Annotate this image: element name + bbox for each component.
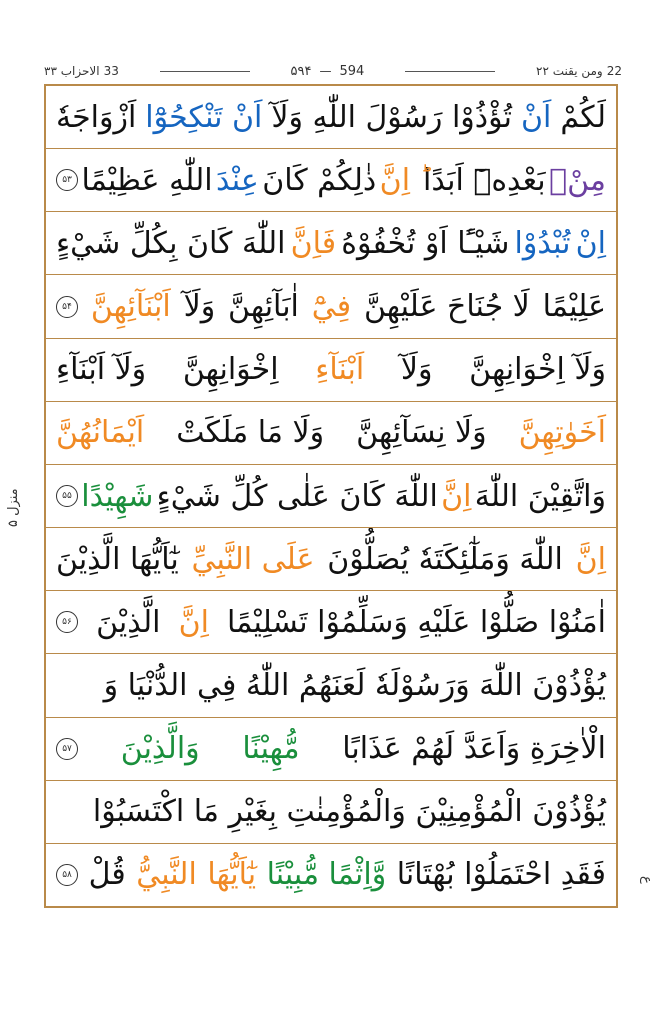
- verse-segment: وَلَآ اِخْوَانِهِنَّ: [469, 352, 606, 388]
- verse-segment: وَلَا مَا مَلَكَتْ: [176, 415, 325, 451]
- verse-segment: اللّٰهَ وَمَلٰٓئِكَتَهٗ يُصَلُّوْنَ: [327, 541, 563, 577]
- verse-line: [46, 465, 616, 528]
- verse-line: [46, 528, 616, 591]
- surah-name: ۳۳ الاحزاب: [44, 64, 100, 78]
- verse-segment: يٰٓاَيُّهَا: [207, 857, 257, 893]
- header-rule-left: [160, 71, 250, 72]
- verse-line: [46, 275, 616, 338]
- page-number-separator: —: [319, 64, 332, 78]
- manzil-marker: منزل ۵: [6, 488, 21, 528]
- verse-segment: اِنْ: [575, 225, 606, 261]
- verse-line: [46, 654, 616, 717]
- verse-segment: اٰمَنُوْا صَلُّوْا عَلَيْهِ وَسَلِّمُوْا تَسْلِيْمًا: [227, 604, 606, 640]
- verse-line: [46, 402, 616, 465]
- verse-segment: النَّبِيُّ: [136, 857, 197, 893]
- page-number-arabic: ۵۹۴: [290, 63, 312, 79]
- page-header: [44, 60, 622, 82]
- verse-line: [46, 339, 616, 402]
- verse-segment: ؕ اِنَّ: [379, 162, 420, 198]
- page-number: 594: [339, 63, 365, 79]
- verse-segment: اللّٰهِ عَظِيْمًا: [81, 162, 213, 198]
- verse-segment: اَبْنَآئِهِنَّ: [90, 289, 171, 325]
- verse-line: [46, 86, 616, 149]
- verse-segment: الَّذِيْنَ: [96, 604, 161, 640]
- verse-segment: اَنْ تَنْكِحُوْٓا: [145, 99, 263, 135]
- verse-segment: اٰبَآئِهِنَّ: [228, 289, 299, 325]
- ayah-end-marker: ۵۸: [56, 864, 78, 886]
- para-name: ومن يقنت ۲۲: [536, 64, 603, 78]
- verse-segment: اِنَّ: [575, 541, 606, 577]
- verse-segment: وَلَا نِسَآئِهِنَّ: [356, 415, 487, 451]
- ayah-end-marker: ۵۶: [56, 611, 78, 633]
- verse-segment: شَيْـًٔا اَوْ تُخْفُوْهُ: [341, 225, 510, 261]
- verse-segment: فَقَدِ احْتَمَلُوْا بُهْتَانًا: [396, 857, 606, 893]
- verse-segment: اللّٰهَ كَانَ عَلٰى كُلِّ شَيْءٍ: [156, 478, 438, 514]
- verse-segment: يُؤْذُوْنَ الْمُؤْمِنِيْنَ وَالْمُؤْمِنٰتِ بِغَيْرِ مَا اكْتَسَبُوْا: [92, 794, 606, 830]
- verse-line: [46, 844, 616, 906]
- verse-line: [46, 212, 616, 275]
- verse-segment: وَالَّذِيْنَ: [120, 731, 200, 767]
- verse-segment: وَاتَّقِيْنَ اللّٰهَ: [474, 478, 606, 514]
- verse-segment: ذٰلِكُمْ كَانَ: [262, 162, 377, 198]
- quran-page-frame: [44, 84, 618, 908]
- verse-segment: فَاِنَّ: [290, 225, 337, 261]
- verse-segment: اَخَوٰتِهِنَّ: [518, 415, 606, 451]
- verse-segment: مِنْۢ: [549, 162, 606, 198]
- verse-segment: اِنَّ: [178, 604, 209, 640]
- text-lines: [46, 86, 616, 906]
- verse-segment: وَلَآ: [400, 352, 433, 388]
- verse-segment: تُبْدُوْا: [514, 225, 571, 261]
- verse-segment: اَيْمَانُهُنَّ: [56, 415, 145, 451]
- verse-segment: وَّاِثْمًا مُّبِيْنًا: [266, 857, 387, 893]
- surah-number: 33: [103, 64, 119, 78]
- ayah-end-marker: ۵۵: [56, 485, 78, 507]
- verse-segment: تُؤْذُوْا رَسُوْلَ اللّٰهِ وَلَآ: [271, 99, 512, 135]
- verse-segment: لَكُمْ: [560, 99, 606, 135]
- verse-segment: عَلِيْمًا: [542, 289, 606, 325]
- ruku-marker: ع: [639, 876, 654, 884]
- verse-segment: اَبْنَآءِ: [315, 352, 365, 388]
- ayah-end-marker: ۵۷: [56, 738, 78, 760]
- verse-segment: بَعْدِهٖٓ اَبَدًا: [423, 162, 546, 198]
- verse-segment: اِخْوَانِهِنَّ: [182, 352, 279, 388]
- surah-info: [44, 64, 119, 78]
- verse-line: [46, 781, 616, 844]
- verse-segment: اَزْوَاجَهٗ: [56, 99, 137, 135]
- verse-segment: فِيْٓ: [311, 289, 352, 325]
- page-number-block: [291, 64, 365, 79]
- verse-segment: الْاٰخِرَةِ وَاَعَدَّ لَهُمْ عَذَابًا: [342, 731, 606, 767]
- verse-segment: قُلْ: [88, 857, 126, 893]
- verse-segment: اَنْ: [520, 99, 552, 135]
- verse-segment: يٰٓاَيُّهَا الَّذِيْنَ: [56, 541, 179, 577]
- verse-line: [46, 718, 616, 781]
- verse-segment: يُؤْذُوْنَ اللّٰهَ وَرَسُوْلَهٗ لَعَنَهُمُ اللّٰهُ فِي الدُّنْيَا وَ: [103, 667, 606, 703]
- para-number: 22: [606, 64, 622, 78]
- verse-segment: عِنْدَ: [216, 162, 259, 198]
- verse-segment: عَلَى النَّبِيِّ: [191, 541, 315, 577]
- ayah-end-marker: ۵۴: [56, 296, 78, 318]
- verse-line: [46, 591, 616, 654]
- header-rule-right: [405, 71, 495, 72]
- verse-line: [46, 149, 616, 212]
- verse-segment: لَا جُنَاحَ عَلَيْهِنَّ: [363, 289, 530, 325]
- verse-segment: وَلَآ اَبْنَآءِ: [56, 352, 147, 388]
- verse-segment: اِنَّ: [441, 478, 472, 514]
- verse-segment: وَلَآ: [183, 289, 216, 325]
- para-info: [536, 64, 622, 78]
- ayah-end-marker: ۵۳: [56, 169, 78, 191]
- verse-segment: اللّٰهَ كَانَ بِكُلِّ شَيْءٍ: [56, 225, 286, 261]
- verse-segment: شَهِيْدًا: [81, 478, 154, 514]
- verse-segment: مُّهِيْنًا: [242, 731, 300, 767]
